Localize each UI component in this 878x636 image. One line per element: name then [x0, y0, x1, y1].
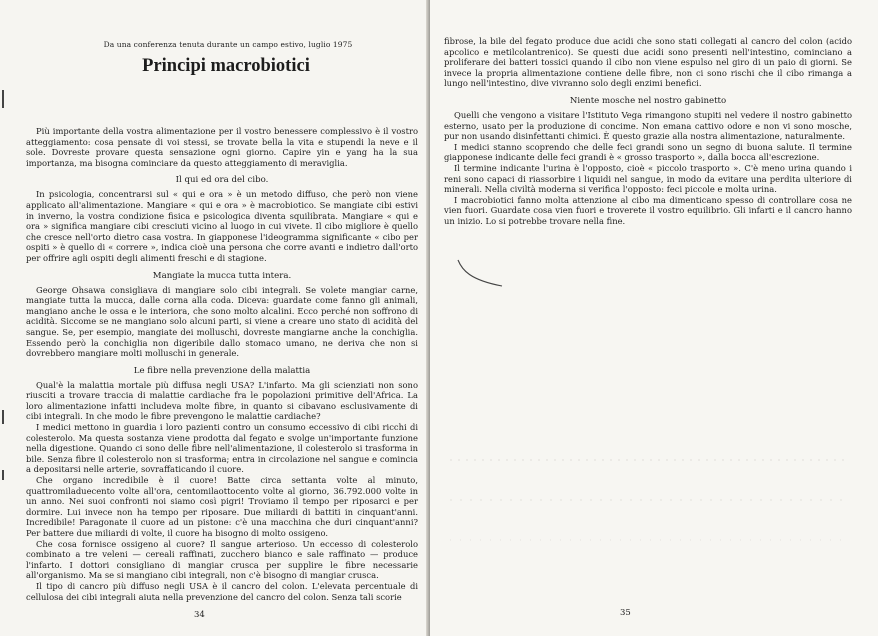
paragraph: I medici stanno scoprendo che delle feci grandi sono un segno di buona salute. Il termine giapponese indicante delle feci grandi è « grosso trasporto », dalla bocca all'escrezione.	[444, 141, 852, 163]
scan-edge-mark	[2, 470, 4, 480]
paragraph: Che organo incredibile è il cuore! Batte circa settanta volte al minuto, quattromiladuecento volte all'ora, centomilaottocento volte al giorno, 36.792.000 volte in un anno. Nei suoi confronti noi siamo così pigri! Troviamo il tempo per riposarci e per dormire. Lui invece non ha tempo per riposare. Due miliardi di battiti in cinquant'anni. Incredibile! Paragonate il cuore ad un pistone: c'è una macchina che duri cinquant'anni? Per battere due miliardi di volte, il cuore ha bisogno di molto ossigeno.	[26, 475, 418, 538]
paragraph: In psicologia, concentrarsi sul « qui e ora » è un metodo diffuso, che però non viene applicato all'alimentazione. Mangiare « qui e ora » è macrobiotico. Se mangiate cibi estivi in inverno, la vostra condizione fisica e psicologica diventa squilibrata. Mangiare « qui e ora » significa mangiare cibi cresciuti vicino al luogo in cui vivete. Il cibo migliore è quello che cresce nell'orto dietro casa vostra. In giapponese l'ideogramma significante « cibo per ospiti » è quello di « correre », indica cioè una persona che corre avanti e indietro dall'orto per offrire agli ospiti degli alimenti freschi e di stagione.	[26, 189, 418, 263]
paragraph: Il termine indicante l'urina è l'opposto, cioè « piccolo trasporto ». C'è meno urina quando i reni sono capaci di riassorbire i liquidi nel sangue, in modo da evitare una perdita ulteriore di minerali. Nella civiltà moderna si verifica l'opposto: feci piccole e molta urina.	[444, 162, 852, 195]
pen-stroke-mark	[440, 250, 510, 290]
paragraph: Quelli che vengono a visitare l'Istituto Vega rimangono stupiti nel vedere il nostro gabinetto esterno, usato per la produzione di concime. Non emana cattivo odore e non vi sono mosche, pur non usando disinfettanti chimici. È questo grazie alla nostra alimentazione, naturalmente.	[444, 109, 852, 142]
section-heading: Le fibre nella prevenzione della malattia	[133, 365, 311, 376]
page-title: Principi macrobiotici	[142, 56, 310, 76]
paragraph: I medici mettono in guardia i loro pazienti contro un consumo eccessivo di cibi ricchi di colesterolo. Ma questa sostanza viene prodotta dal fegato e svolge un'importante funzione nella digestione. Quando ci sono delle fibre nell'alimentazione, il colesterolo si trasforma in bile. Senza fibre il colesterolo non si trasforma; entra in circolazione nel sangue e comincia a depositarsi nelle arterie, sovraffaticando il cuore.	[26, 422, 418, 475]
header-note: Da una conferenza tenuta durante un campo estivo, luglio 1975	[103, 40, 353, 49]
paragraph: Qual'è la malattia mortale più diffusa negli USA? L'infarto. Ma gli scienziati non sono riusciti a trovare traccia di malattie cardiache fra le popolazioni primitive dell'Africa. La loro alimentazione infatti includeva molte fibre, in quanto si cibavano esclusivamente di cibi integrali. In che modo le fibre prevengono le malattie cardiache?	[26, 379, 418, 422]
page-number: 35	[620, 608, 631, 618]
bleed-through-marks	[440, 440, 860, 560]
right-body	[444, 36, 852, 227]
page-number: 34	[194, 610, 205, 620]
paragraph: George Ohsawa consigliava di mangiare solo cibi integrali. Se volete mangiar carne, mangiate tutta la mucca, dalle corna alla coda. Diceva: guardate come fanno gli animali, mangiano anche le ossa e le interiora, che sono molto alcalini. Ecco perché non soffrono di acidità. Siccome se ne mangiano solo alcuni parti, si viene a creare uno stato di acidità del sangue. Se, per esempio, mangiate dei molluschi, dovreste mangiarne anche la conchiglia. Essendo però la conchiglia non digeribile dallo stomaco umano, ne deriva che non si dovrebbero mangiare molti molluschi in generale.	[26, 284, 418, 359]
section-heading: Mangiate la mucca tutta intera.	[152, 270, 292, 281]
paragraph: Che cosa fornisce ossigeno al cuore? Il sangue arterioso. Un eccesso di colesterolo combinato a tre veleni — cereali raffinati, zucchero bianco e sale raffinato — produce l'infarto. I dottori consigliano di mangiar crusca per supplire le fibre necessarie all'organismo. Ma se si mangiano cibi integrali, non c'è bisogno di mangiar crusca.	[26, 538, 418, 581]
paragraph: Il tipo di cancro più diffuso negli USA è il cancro del colon. L'elevata percentuale di cellulosa dei cibi integrali aiuta nella prevenzione del cancro del colon. Senza tali scorie	[26, 580, 418, 602]
scan-edge-mark	[2, 410, 4, 424]
left-body	[26, 126, 418, 602]
scan-edge-mark	[2, 90, 4, 108]
left-page	[0, 0, 430, 636]
section-heading: Il qui ed ora del cibo.	[175, 175, 269, 186]
paragraph: I macrobiotici fanno molta attenzione al cibo ma dimenticano spesso di controllare cosa ne vien fuori. Guardate cosa vien fuori e troverete il vostro equilibrio. Gli infarti e il cancro hanno un inizio. Lo si potrebbe trovare nella fine.	[444, 194, 852, 226]
paragraph: Più importante della vostra alimentazione per il vostro benessere complessivo è il vostro atteggiamento: cosa pensate di voi stessi, se trovate bella la vita e stupendi la neve e il sole. Dovreste provare questa sensazione ogni giorno. Capire yin e yang ha la sua importanza, ma bisogna cominciare da questo atteggiamento di meraviglia.	[26, 126, 418, 168]
paragraph: fibrose, la bile del fegato produce due acidi che sono stati collegati al cancro del colon (acido apcolico e metilcolantrenico). Se questi due acidi sono presenti nell'intestino, cominciano a proliferare dei batteri tossici quando il cibo non viene espulso nel giro di un paio di giorni. Se invece la propria alimentazione contiene delle fibre, non ci sono rischi che il cibo rimanga a lungo nell'intestino, dive vivranno solo degli enzimi benefici.	[444, 36, 852, 89]
section-heading: Niente mosche nel nostro gabinetto	[569, 95, 727, 106]
